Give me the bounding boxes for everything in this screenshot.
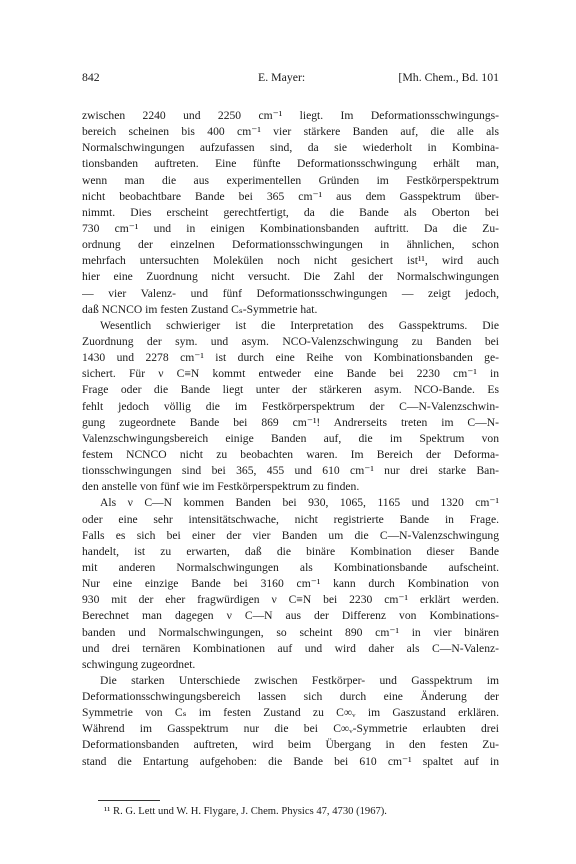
- text-line: Die starken Unterschiede zwischen Festkörper- und Gasspektrum im: [100, 673, 499, 687]
- text-line: Deformationsschwingungsbereich lassen sich durch eine Änderung der: [82, 690, 499, 704]
- text-line: fehlt jedoch völlig die im Festkörperspektrum der C—N-Valenzschwin-: [82, 399, 499, 413]
- text-line: den anstelle von fünf wie im Festkörperspektrum zu finden.: [82, 480, 360, 494]
- text-line: Symmetrie von Cₛ im festen Zustand zu C∞ᵥ im Gaszustand erklären.: [82, 706, 499, 720]
- text-line: 930 mit der eher fragwürdigen ν C≡N bei 2230 cm⁻¹ erklärt werden.: [82, 593, 499, 607]
- text-line: gung zugeordnete Bande bei 869 cm⁻¹! Andrerseits treten im C—N-: [82, 415, 499, 429]
- text-line: Nur eine einzige Bande bei 3160 cm⁻¹ kann durch Kombination von: [82, 577, 499, 591]
- running-author: E. Mayer:: [258, 70, 306, 84]
- text-line: 1430 und 2278 cm⁻¹ ist durch eine Reihe von Kombinationsbanden ge-: [82, 351, 499, 365]
- text-line: handelt, ist zu erwarten, daß die binäre Kombination dieser Bande: [82, 544, 499, 558]
- running-header: [82, 70, 499, 86]
- text-line: zwischen 2240 und 2250 cm⁻¹ liegt. Im Deformationsschwingungs-: [82, 109, 499, 122]
- text-line: daß NCNCO im festen Zustand Cₛ-Symmetrie hat.: [82, 302, 318, 316]
- text-line: Während im Gasspektrum nur die bei C∞ᵥ-Symmetrie erlaubten drei: [82, 722, 499, 736]
- text-line: oder eine sehr intensitätschwache, nicht registrierte Bande in Frage.: [82, 512, 499, 526]
- text-line: — vier Valenz- und fünf Deformationsschwingungen — zeigt jedoch,: [82, 286, 499, 300]
- body-text: [82, 108, 499, 770]
- page-number: 842: [82, 70, 100, 84]
- text-line: Normalschwingungen aufzufassen sind, da sie wiederholt in Kombina-: [82, 141, 499, 155]
- text-line: tionsschwingungen sind bei 365, 455 und 610 cm⁻¹ nur drei starke Ban-: [82, 464, 499, 478]
- text-line: wenn man die aus experimentellen Gründen im Festkörperspektrum: [82, 173, 499, 187]
- text-line: Frage oder die Bande liegt unter der stärkeren asym. NCO-Bande. Es: [82, 383, 499, 397]
- text-line: 730 cm⁻¹ und in einigen Kombinationsbanden auftritt. Da die Zu-: [82, 221, 499, 235]
- text-line: Wesentlich schwieriger ist die Interpretation des Gasspektrums. Die: [100, 318, 499, 332]
- footnote: ¹¹ R. G. Lett und W. H. Flygare, J. Chem. Physics 47, 4730 (1967).: [104, 806, 387, 817]
- text-line: hier eine Zuordnung nicht versucht. Die Zahl der Normalschwingungen: [82, 270, 499, 284]
- text-line: Falls es sich bei einer der vier Banden um die C—N-Valenzschwingung: [82, 528, 499, 542]
- text-line: Valenzschwingungsbereich einige Banden auf, die im Spektrum von: [82, 431, 499, 445]
- text-line: Als ν C—N kommen Banden bei 930, 1065, 1165 und 1320 cm⁻¹: [100, 496, 499, 510]
- text-line: sichert. Für ν C≡N kommt entweder eine Bande bei 2230 cm⁻¹ in: [82, 367, 499, 381]
- text-line: ordnung der einzelnen Deformationsschwingungen in ähnlichen, schon: [82, 238, 499, 252]
- text-line: mit anderen Normalschwingungen als Kombinationsbande aufscheint.: [82, 560, 499, 574]
- text-line: nimmt. Dies erscheint gerechtfertigt, da die Bande als Oberton bei: [82, 205, 499, 219]
- text-line: tionsbanden auftreten. Eine fünfte Deformationsschwingung erhält man,: [82, 157, 499, 171]
- text-line: stand die Entartung aufgehoben: die Bande bei 610 cm⁻¹ spaltet auf in: [82, 754, 499, 768]
- journal-reference: [Mh. Chem., Bd. 101: [398, 70, 499, 84]
- text-line: schwingung zugeordnet.: [82, 657, 196, 671]
- text-line: und drei ternären Kombinationen auf und wird daher als C—N-Valenz-: [82, 641, 499, 655]
- text-line: banden und Normalschwingungen, so scheint 890 cm⁻¹ in vier binären: [82, 625, 499, 639]
- text-line: bereich scheinen bis 400 cm⁻¹ vier stärkere Banden auf, die alle als: [82, 125, 499, 139]
- text-line: Deformationsbanden auftreten, wird beim Übergang in den festen Zu-: [82, 738, 499, 752]
- text-line: Zuordnung der sym. und asym. NCO-Valenzschwingung zu Banden bei: [82, 334, 499, 348]
- text-line: mehrfach untersuchten Molekülen noch nicht gesichert ist¹¹, wird auch: [82, 254, 499, 268]
- text-line: festem NCNCO nicht zu beobachten waren. Im Bereich der Deforma-: [82, 447, 499, 461]
- footnote-rule: [98, 800, 160, 801]
- text-line: nicht beobachtbare Bande bei 365 cm⁻¹ aus dem Gasspektrum über-: [82, 189, 499, 203]
- text-line: Berechnet man dagegen ν C—N aus der Differenz von Kombinations-: [82, 609, 499, 623]
